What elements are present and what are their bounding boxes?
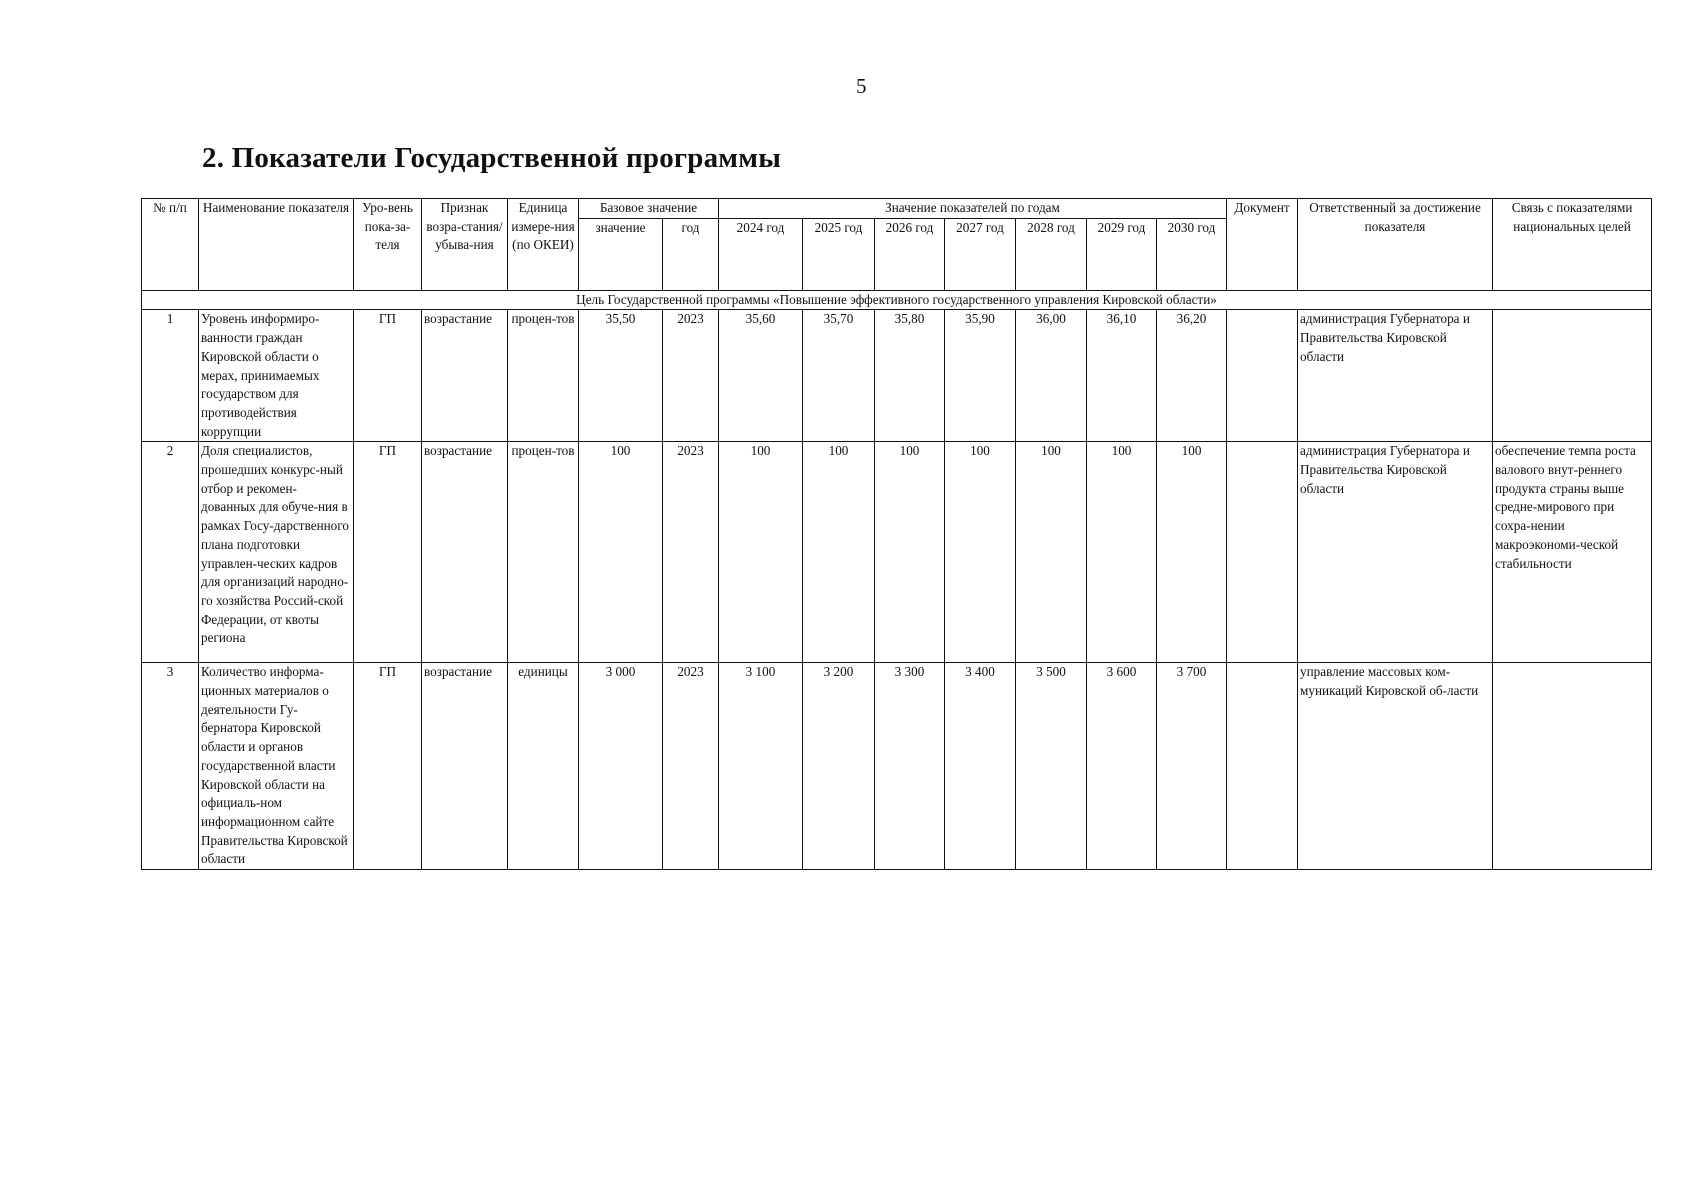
row-base-value: 3 000 bbox=[579, 663, 663, 870]
header-unit: Единица измере-ния (по ОКЕИ) bbox=[508, 199, 579, 291]
row-value-2026: 3 300 bbox=[875, 663, 945, 870]
row-value-2030: 3 700 bbox=[1157, 663, 1227, 870]
header-year-2028: 2028 год bbox=[1016, 218, 1087, 290]
row-value-2026: 100 bbox=[875, 442, 945, 663]
row-value-2028: 3 500 bbox=[1016, 663, 1087, 870]
header-year-2030: 2030 год bbox=[1157, 218, 1227, 290]
row-base-value: 100 bbox=[579, 442, 663, 663]
row-name: Количество информа-ционных материалов о деятельности Гу-бернатора Кировской области и органов государственной власти Кировской области на официаль-ном информационном сайте Правительства Кировской области bbox=[199, 663, 354, 870]
row-value-2024: 100 bbox=[719, 442, 803, 663]
header-level: Уро-вень пока-за-теля bbox=[354, 199, 422, 291]
section-heading: 2. Показатели Государственной программы bbox=[202, 142, 782, 174]
row-num: 3 bbox=[142, 663, 199, 870]
row-link bbox=[1493, 310, 1652, 442]
goal-row: Цель Государственной программы «Повышение эффективного государственного управления Кировской области» bbox=[142, 290, 1652, 310]
header-sign: Признак возра-стания/ убыва-ния bbox=[422, 199, 508, 291]
row-document bbox=[1227, 310, 1298, 442]
row-unit: процен-тов bbox=[508, 442, 579, 663]
row-value-2027: 100 bbox=[945, 442, 1016, 663]
header-base-value: значение bbox=[579, 218, 663, 290]
row-value-2027: 35,90 bbox=[945, 310, 1016, 442]
row-level: ГП bbox=[354, 663, 422, 870]
row-value-2029: 100 bbox=[1087, 442, 1157, 663]
header-document: Документ bbox=[1227, 199, 1298, 291]
row-document bbox=[1227, 663, 1298, 870]
row-value-2030: 100 bbox=[1157, 442, 1227, 663]
row-num: 2 bbox=[142, 442, 199, 663]
row-value-2025: 3 200 bbox=[803, 663, 875, 870]
row-unit: единицы bbox=[508, 663, 579, 870]
row-base-year: 2023 bbox=[663, 310, 719, 442]
row-num: 1 bbox=[142, 310, 199, 442]
table-row bbox=[142, 663, 1652, 870]
row-responsible: администрация Губернатора и Правительства Кировской области bbox=[1298, 442, 1493, 663]
row-value-2024: 3 100 bbox=[719, 663, 803, 870]
page-number: 5 bbox=[856, 74, 867, 98]
row-responsible: администрация Губернатора и Правительства Кировской области bbox=[1298, 310, 1493, 442]
header-year-2024: 2024 год bbox=[719, 218, 803, 290]
table-row bbox=[142, 442, 1652, 663]
row-value-2027: 3 400 bbox=[945, 663, 1016, 870]
header-num: № п/п bbox=[142, 199, 199, 291]
row-level: ГП bbox=[354, 310, 422, 442]
header-base-group: Базовое значение bbox=[579, 199, 719, 219]
row-value-2024: 35,60 bbox=[719, 310, 803, 442]
row-document bbox=[1227, 442, 1298, 663]
row-base-value: 35,50 bbox=[579, 310, 663, 442]
row-base-year: 2023 bbox=[663, 663, 719, 870]
row-base-year: 2023 bbox=[663, 442, 719, 663]
row-name: Доля специалистов, прошедших конкурс-ный отбор и рекомен-дованных для обуче-ния в рамках Госу-дарственного плана подготовки управлен-ческих кадров для организаций народно-го хозяйства Россий-ской Федерации, от квоты региона bbox=[199, 442, 354, 663]
row-sign: возрастание bbox=[422, 310, 508, 442]
row-level: ГП bbox=[354, 442, 422, 663]
header-year-2029: 2029 год bbox=[1087, 218, 1157, 290]
row-value-2029: 36,10 bbox=[1087, 310, 1157, 442]
row-value-2029: 3 600 bbox=[1087, 663, 1157, 870]
row-value-2025: 35,70 bbox=[803, 310, 875, 442]
row-value-2030: 36,20 bbox=[1157, 310, 1227, 442]
row-link: обеспечение темпа роста валового внут-реннего продукта страны выше средне-мирового при сохра-нении макроэкономи-ческой стабильности bbox=[1493, 442, 1652, 663]
header-year-2026: 2026 год bbox=[875, 218, 945, 290]
header-base-year: год bbox=[663, 218, 719, 290]
row-unit: процен-тов bbox=[508, 310, 579, 442]
indicators-table bbox=[141, 198, 1652, 870]
header-link: Связь с показателями национальных целей bbox=[1493, 199, 1652, 291]
header-year-2027: 2027 год bbox=[945, 218, 1016, 290]
row-responsible: управление массовых ком-муникаций Кировской об-ласти bbox=[1298, 663, 1493, 870]
row-value-2025: 100 bbox=[803, 442, 875, 663]
header-year-2025: 2025 год bbox=[803, 218, 875, 290]
row-sign: возрастание bbox=[422, 663, 508, 870]
row-value-2026: 35,80 bbox=[875, 310, 945, 442]
table-row bbox=[142, 310, 1652, 442]
header-name: Наименование показателя bbox=[199, 199, 354, 291]
header-responsible: Ответственный за достижение показателя bbox=[1298, 199, 1493, 291]
row-name: Уровень информиро-ванности граждан Кировской области о мерах, принимаемых государством для противодействия коррупции bbox=[199, 310, 354, 442]
row-value-2028: 100 bbox=[1016, 442, 1087, 663]
row-value-2028: 36,00 bbox=[1016, 310, 1087, 442]
row-link bbox=[1493, 663, 1652, 870]
header-years-group: Значение показателей по годам bbox=[719, 199, 1227, 219]
row-sign: возрастание bbox=[422, 442, 508, 663]
